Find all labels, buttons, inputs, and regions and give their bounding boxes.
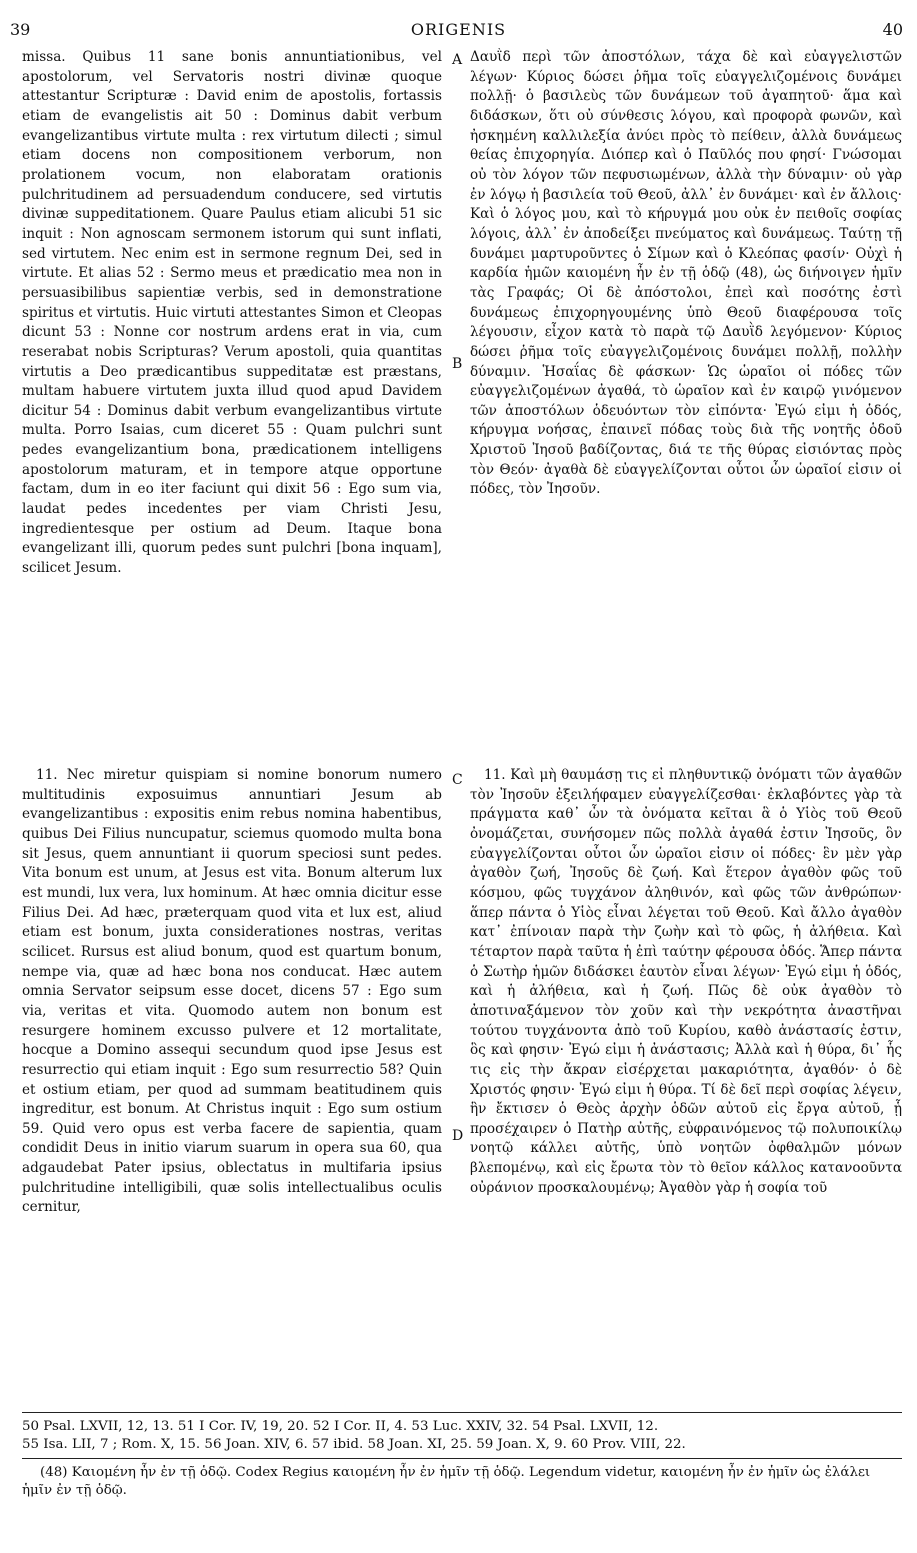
footnote-line-1: 50 Psal. LXVII, 12, 13. 51 I Cor. IV, 19, 20. 52 I Cor. II, 4. 53 Luc. XXIV, 32. 54 Psal. LXVII, 12. xyxy=(22,1419,659,1434)
running-title: ORIGENIS xyxy=(410,20,507,39)
greek-column-upper xyxy=(470,48,902,708)
latin-column-lower xyxy=(22,766,442,1466)
margin-letter-c: C xyxy=(452,772,463,788)
scripture-footnotes xyxy=(22,1418,902,1454)
greek-paragraph-10: Δαυῒδ περὶ τῶν ἀποστόλων, τάχα δὲ καὶ εὐαγγελιστῶν λέγων· Κύριος δώσει ῥῆμα τοῖς εὐαγγελιζομένοις δυνάμει πολλῇ· ὁ βασιλεὺς τῶν δυνάμεων τοῦ ἀγαπητοῦ· ἅμα καὶ διδάσκων, ὅτι οὐ σύνθεσις λόγου, καὶ προφορὰ φωνῶν, καὶ ἠσκημένη καλλιλεξία ἀνύει πρὸς τὸ πείθειν, ἀλλὰ δυνάμεως θείας ἐπιχορηγία. Διόπερ καὶ ὁ Παῦλός που φησί· Γνώσομαι οὐ τὸν λόγον τῶν πεφυσιωμένων, ἀλλὰ τὴν δύναμιν· οὐ γὰρ ἐν λόγῳ ἡ βασιλεία τοῦ Θεοῦ, ἀλλ᾽ ἐν δυνάμει· καὶ ἐν ἄλλοις· Καὶ ὁ λόγος μου, καὶ τὸ κήρυγμά μου οὐκ ἐν πειθοῖς σοφίας λόγοις, ἀλλ᾽ ἐν ἀποδείξει πνεύματος καὶ δυνάμεως. Ταύτῃ τῇ δυνάμει μαρτυροῦντες ὁ Σίμων καὶ ὁ Κλεόπας φασίν· Οὐχὶ ἡ καρδία ἡμῶν καιομένη ἦν ἐν τῇ ὁδῷ (48), ὡς διήνοιγεν ἡμῖν τὰς Γραφάς; Οἱ δὲ ἀπόστολοι, ἐπεὶ καὶ ποσότης ἐστὶ δυνάμεως ἐπιχορηγουμένης ὑπὸ Θεοῦ διαφέρουσα τοῖς λέγουσιν, εἶχον κατὰ τὸ παρὰ τῷ Δαυῒδ λεγόμενον· Κύριος δώσει ῥῆμα τοῖς εὐαγγελιζομένοις δυνάμει πολλῇ, πολλὴν δύναμιν. Ἡσαΐας δὲ φάσκων· Ὡς ὡραῖοι οἱ πόδες τῶν εὐαγγελιζομένων ἀγαθά, τὸ ὡραῖον καὶ ἐν καιρῷ γινόμενον τῶν ἀποστόλων ὁδευόντων τὸν εἰπόντα· Ἐγώ εἰμι ἡ ὁδός, κήρυγμα νοήσας, ἐπαινεῖ πόδας τοὺς διὰ τῆς νοητῆς ὁδοῦ Χριστοῦ Ἰησοῦ βαδίζοντας, διά τε τῆς θύρας εἰσιόντας πρὸς τὸν Θεόν· ἀγαθὰ δὲ εὐαγγελίζονται οὗτοι ὧν ὡραῖοί εἰσιν οἱ πόδες, τὸν Ἰησοῦν. xyxy=(470,49,902,498)
margin-letter-d: D xyxy=(452,1128,464,1144)
latin-paragraph-10: missa. Quibus 11 sane bonis annuntiationibus, vel apostolorum, vel Servatoris nostri divinæ quoque attestantur Scripturæ : David enim de apostolis, fortassis etiam de evangelistis ait 50 : Dominus dabit verbum evangelizantibus virtute multa : rex virtutum dilecti ; simul etiam docens non compositionem verborum, non prolationem vocum, non elaboratam orationis pulchritudinem ad persuadendum conducere, sed virtutis divinæ suppeditationem. Quare Paulus etiam alicubi 51 sic inquit : Non agnoscam sermonem istorum qui sunt inflati, sed virtutem. Nec enim est in sermone regnum Dei, sed in virtute. Et alias 52 : Sermo meus et prædicatio mea non in persuasibilibus sapientiæ verbis, sed in demonstratione spiritus et virtutis. Huic virtuti attestantes Simon et Cleopas dicunt 53 : Nonne cor nostrum ardens erat in via, cum reserabat nobis Scripturas? Verum apostoli, quia quantitas virtutis a Deo prædicantibus suppeditatæ est præstans, multam habuere virtutem juxta illud quod apud Davidem dicitur 54 : Dominus dabit verbum evangelizantibus virtute multa. Porro Isaias, cum diceret 55 : Quam pulchri sunt pedes evangelizantium bona, prædicationem intelligens apostolorum maturam, et in tempore atque opportune factam, dum in eo iter faciunt qui dixit 56 : Ego sum via, laudat pedes incedentes per viam Christi Jesu, ingredientesque per ostium ad Deum. Itaque bona evangelizant illi, quorum pedes sunt pulchri [bona inquam], scilicet Jesum. xyxy=(22,49,442,577)
latin-paragraph-11: 11. Nec miretur quispiam si nomine bonorum numero multitudinis exposuimus annuntiari Jesum ab evangelizantibus : expositis enim rebus nomina habentibus, quibus Dei Filius nuncupatur, sciemus quomodo multa bona sit Jesus, quem annuntiant ii quorum speciosi sunt pedes. Vita bonum est unum, at Jesus est vita. Bonum alterum lux est mundi, lux vera, lux hominum. At hæc omnia dicitur esse Filius Dei. Ad hæc, præterquam quod vita et lux est, aliud etiam est bonum, juxta considerationes nostras, veritas scilicet. Rursus est aliud bonum, quod est quartum bonum, nempe via, quæ ad hæc bona nos conducat. Hæc autem omnia Servator seipsum esse docet, dicens 57 : Ego sum via, veritas et vita. Quomodo autem non bonum est resurgere hominem excusso pulvere et 12 mortalitate, hocque a Domino assequi secundum quod ipse Jesus est resurrectio qui etiam inquit : Ego sum resurrectio 58? Quin et ostium etiam, per quod ad summam beatitudinem quis ingreditur, est bonum. At Christus inquit : Ego sum ostium 59. Quid vero opus est verba facere de sapientia, quam condidit Deus in initio viarum suarum in opera sua 60, qua adgaudebat Pater ipsius, oblectatus in multifaria ipsius pulchritudine intelligibili, quæ solis intellectualibus oculis cernitur, xyxy=(22,767,442,1216)
greek-paragraph-11: 11. Καὶ μὴ θαυμάσῃ τις εἰ πληθυντικῷ ὀνόματι τῶν ἀγαθῶν τὸν Ἰησοῦν ἐξειλήφαμεν εὐαγγελίζεσθαι· ἐκλαβόντες γὰρ τὰ πράγματα καθ᾽ ὧν τὰ ὀνόματα κεῖται ἃ ὁ Υἱὸς τοῦ Θεοῦ ὀνομάζεται, συνήσομεν πῶς πολλὰ ἀγαθά ἐστιν Ἰησοῦς, ὃν εὐαγγελίζονται οὗτοι ὧν ὡραῖοι εἰσιν οἱ πόδες· ἓν μὲν γὰρ ἀγαθὸν ζωή, Ἰησοῦς δὲ ζωή. Καὶ ἕτερον ἀγαθὸν φῶς τοῦ κόσμου, φῶς τυγχάνον ἀληθινόν, καὶ φῶς τῶν ἀνθρώπων· ἅπερ πάντα ὁ Υἱὸς εἶναι λέγεται τοῦ Θεοῦ. Καὶ ἄλλο ἀγαθὸν κατ᾽ ἐπίνοιαν παρὰ τὴν ζωὴν καὶ τὸ φῶς, ἡ ἀλήθεια. Καὶ τέταρτον παρὰ ταῦτα ἡ ἐπὶ ταύτην φέρουσα ὁδός. Ἅπερ πάντα ὁ Σωτὴρ ἡμῶν διδάσκει ἑαυτὸν εἶναι λέγων· Ἐγώ εἰμι ἡ ὁδός, καὶ ἡ ἀλήθεια, καὶ ἡ ζωή. Πῶς δὲ οὐκ ἀγαθὸν τὸ ἀποτιναξάμενον τὸν χοῦν καὶ τὴν νεκρότητα ἀναστῆναι τούτου τυγχάνοντα ἀπὸ τοῦ Κυρίου, καθὸ ἀνάστασίς ἐστιν, ὃς καὶ φησιν· Ἐγώ εἰμι ἡ ἀνάστασις; Ἀλλὰ καὶ ἡ θύρα, δι᾽ ἧς τις εἰς τὴν ἄκραν εἰσέρχεται μακαριότητα, ἀγαθόν· ὁ δὲ Χριστός φησιν· Ἐγώ εἰμι ἡ θύρα. Τί δὲ δεῖ περὶ σοφίας λέγειν, ἣν ἔκτισεν ὁ Θεὸς ἀρχὴν ὁδῶν αὐτοῦ εἰς ἔργα αὐτοῦ, ᾗ προσέχαιρεν ὁ Πατὴρ αὐτῆς, εὐφραινόμενος τῷ πολυποικίλῳ νοητῷ κάλλει αὐτῆς, ὑπὸ νοητῶν ὀφθαλμῶν μόνων βλεπομένῳ, καὶ εἰς ἔρωτα τὸν τὸ θεῖον κάλλος κατανοοῦντα οὐράνιον προσκαλουμένῳ; Ἀγαθὸν γὰρ ἡ σοφία τοῦ xyxy=(470,767,902,1196)
footnote-rule-2 xyxy=(22,1458,902,1459)
latin-column-upper xyxy=(22,48,442,760)
critical-note-48: (48) Καιομένη ἦν ἐν τῇ ὁδῷ. Codex Regius καιομένη ἦν ἐν ἡμῖν τῇ ὁδῷ. Legendum videtur, καιομένη ἦν ἐν ἡμῖν ὡς ἐλάλει ἡμῖν ἐν τῇ ὁδῷ. xyxy=(22,1465,871,1498)
margin-letter-a: A xyxy=(452,52,463,68)
footnote-rule xyxy=(22,1412,902,1413)
running-header xyxy=(0,20,917,46)
page-number-right: 40 xyxy=(882,20,903,39)
greek-column-lower xyxy=(470,766,902,1466)
page-number-left: 39 xyxy=(10,20,31,39)
footnote-line-2: 55 Isa. LII, 7 ; Rom. X, 15. 56 Joan. XIV, 6. 57 ibid. 58 Joan. XI, 25. 59 Joan. X, 9. 60 Prov. VIII, 22. xyxy=(22,1437,686,1452)
margin-letter-b: B xyxy=(452,356,463,372)
